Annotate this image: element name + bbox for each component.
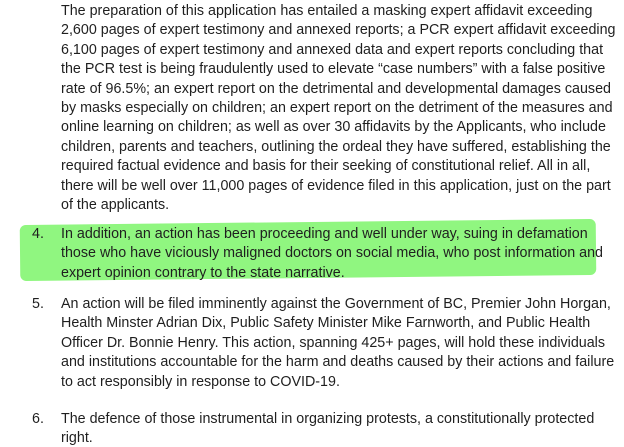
paragraph-3-line: rate of 96.5%; an expert report on the detrimental and developmental damages caused xyxy=(61,80,611,97)
paragraph-6-number: 6. xyxy=(32,411,44,427)
paragraph-6-line: The defence of those instrumental in organizing protests, a constitutionally protected xyxy=(61,411,595,427)
paragraph-4-number: 4. xyxy=(32,226,44,242)
paragraph-3-line: 2,600 pages of expert testimony and annexed reports; a PCR expert affidavit exceeding xyxy=(61,22,616,39)
paragraph-3-line: children, parents and teachers, outlining the ordeal they have suffered, establishing the xyxy=(61,138,611,155)
paragraph-3-line: The preparation of this application has entailed a masking expert affidavit exceeding xyxy=(61,3,593,19)
paragraph-3-line: the PCR test is being fraudulently used to elevate “case numbers” with a false positive xyxy=(61,61,606,78)
paragraph-6-line: right. xyxy=(61,430,93,447)
paragraph-3-line: by masks especially on children; an expert report on the detriment of the measures and xyxy=(61,100,613,117)
paragraph-5 xyxy=(61,295,615,392)
paragraph-5-line: and institutions accountable for the harm and deaths caused by their actions and failure xyxy=(61,354,615,371)
paragraph-3 xyxy=(61,2,616,215)
paragraph-4-line: those who have viciously maligned doctors on social media, who post information and xyxy=(61,245,603,262)
paragraph-5-line: to act responsibly in response to COVID-19. xyxy=(61,373,340,390)
paragraph-5-number: 5. xyxy=(32,296,44,312)
paragraph-4-line: In addition, an action has been proceeding and well under way, suing in defamation xyxy=(61,226,588,242)
paragraph-5-line: An action will be filed imminently against the Government of BC, Premier John Horgan, xyxy=(61,296,611,312)
paragraph-3-line: online learning on children; as well as over 30 affidavits by the Applicants, who include xyxy=(61,119,606,136)
paragraph-3-line: 6,100 pages of expert testimony and annexed data and expert reports concluding that xyxy=(61,41,604,58)
paragraph-5-line: Officer Dr. Bonnie Henry. This action, spanning 425+ pages, will hold these individuals xyxy=(61,334,605,351)
paragraph-3-line: required factual evidence and basis for their seeking of constitutional relief. All in all, xyxy=(61,158,591,175)
paragraph-3-line: there will be well over 11,000 pages of evidence filed in this application, just on the part xyxy=(61,177,611,194)
paragraph-4 xyxy=(61,225,609,283)
paragraph-3-line: of the applicants. xyxy=(61,197,170,214)
paragraph-5-line: Health Minster Adrian Dix, Public Safety Minister Mike Farnworth, and Public Health xyxy=(61,315,591,332)
paragraph-4-line: expert opinion contrary to the state narrative. xyxy=(61,264,345,281)
paragraph-6 xyxy=(61,410,609,447)
